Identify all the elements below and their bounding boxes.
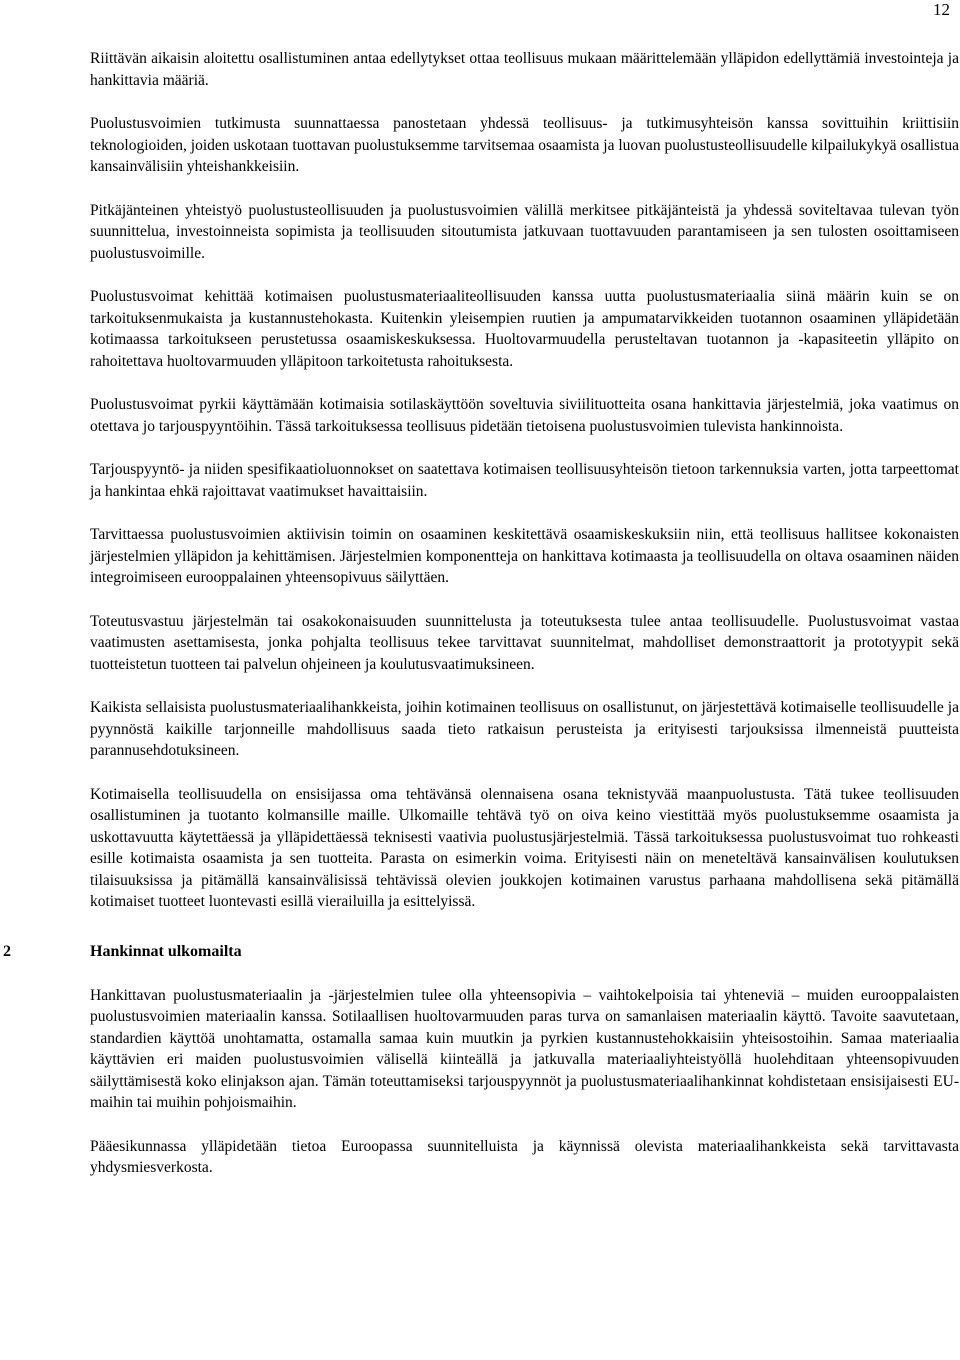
paragraph: Pitkäjänteinen yhteistyö puolustusteollisuuden ja puolustusvoimien välillä merkitsee pitkäjänteistä ja yhdessä soviteltavaa tulevan työn suunnittelua, investoinneista sopimista ja teollisuuden sitoutumista jatkuvaan tuottavuuden parantamiseen ja sen tulosten osoittamiseen puolustusvoimille.	[90, 201, 959, 262]
paragraph: Hankittavan puolustusmateriaalin ja -järjestelmien tulee olla yhteensopivia – vaihtokelpoisia tai yhteneviä – muiden eurooppalaisten puolustusvoimien materiaalin kanssa. Sotilaallisen huoltovarmuuden paras turva on samanlaisen materiaalin käyttö. Tavoite saavutetaan, standardien käyttöä unohtamatta, ostamalla samaa kuin muutkin ja pyrkien kustannustehokkaisiin yhteisostoihin. Samaa materiaalia käyttävien eri maiden puolustusvoimien välisellä kiinteällä ja jatkuvalla materiaaliyhteistyöllä huolehditaan yhteensopivuuden säilyttämisestä koko elinjakson ajan. Tämän toteuttamiseksi tarjouspyynnöt ja puolustusmateriaalihankinnat kohdistetaan ensisijaisesti EU-maihin tai muihin pohjoismaihin.	[90, 986, 959, 1111]
paragraph: Puolustusvoimien tutkimusta suunnattaessa panostetaan yhdessä teollisuus- ja tutkimusyhteisön kanssa sovittuihin kriittisiin teknologioiden, joiden uskotaan tuottavan puolustuksemme tarvitsemaa osaamista ja luovan puolustusteollisuudelle kilpailukykyä osallistua kansainvälisiin yhteishankkeisiin.	[90, 115, 959, 175]
page-number: 12	[933, 0, 950, 19]
paragraph: Puolustusvoimat kehittää kotimaisen puolustusmateriaaliteollisuuden kanssa uutta puolustusmateriaalia siinä määrin kuin se on tarkoituksenmukaista ja kustannustehokasta. Kuitenkin yleisempien ruutien ja ampumatarvikkeiden tuotannon osaaminen ylläpidetään kotimaassa tarkoitukseen perustetussa osaamiskeskuksessa. Huoltovarmuudella perusteltavan tuotannon ja -kapasiteetin ylläpito on rahoitettava huoltovarmuuden ylläpitoon tarkoitetusta rahoituksesta.	[90, 288, 959, 370]
paragraph: Toteutusvastuu järjestelmän tai osakokonaisuuden suunnittelusta ja toteutuksesta tulee antaa teollisuudelle. Puolustusvoimat vastaa vaatimusten asettamisesta, jonka pohjalta teollisuus tekee tarvittavat suunnitelmat, mahdolliset demonstraattorit ja prototyypit sekä tuotteistetun tuotteen tai palvelun ohjeineen ja koulutusvaatimuksineen.	[90, 612, 959, 673]
paragraph: Kotimaisella teollisuudella on ensisijassa oma tehtävänsä olennaisena osana teknistyvää maanpuolustusta. Tätä tukee teollisuuden osallistuminen ja tuotanto kolmansille maille. Ulkomaille tehtävä työ on oiva keino viestittää myös puolustuksemme osaamista ja uskottavuutta käytettäessä ja ylläpidettäessä teknisesti vaativia puolustusjärjestelmiä. Tässä tarkoituksessa puolustusvoimat tuo rohkeasti esille kotimaista osaamista ja sen tuotteita. Parasta on esimerkin voima. Erityisesti näin on meneteltävä kansainvälisen koulutuksen tilaisuuksissa ja pitämällä kansainvälisissä tehtävissä olevien joukkojen kotimainen varustus parhaana mahdollisena sekä pitämällä kotimaiset tuotteet luontevasti esillä vierailuilla ja esittelyissä.	[90, 785, 959, 910]
section-heading	[3, 941, 959, 963]
paragraph: Pääesikunnassa ylläpidetään tietoa Euroopassa suunnitelluista ja käynnissä olevista materiaalihankkeista sekä tarvittavasta yhdysmiesverkosta.	[90, 1137, 959, 1176]
paragraph: Tarjouspyyntö- ja niiden spesifikaatioluonnokset on saatettava kotimaisen teollisuusyhteisön tietoon tarkennuksia varten, jotta tarpeettomat ja hankintaa ehkä rajoittavat vaatimukset havaittaisiin.	[90, 461, 959, 500]
paragraph: Riittävän aikaisin aloitettu osallistuminen antaa edellytykset ottaa teollisuus mukaan määrittelemään ylläpidon edellyttämiä investointeja ja hankittavia määriä.	[90, 50, 959, 89]
section-title: Hankinnat ulkomailta	[90, 942, 242, 960]
document-body	[3, 48, 959, 1201]
paragraph: Puolustusvoimat pyrkii käyttämään kotimaisia sotilaskäyttöön soveltuvia siviilituotteita osana hankittavia järjestelmiä, joka vaatimus on otettava jo tarjouspyyntöihin. Tässä tarkoituksessa teollisuus pidetään tietoisena puolustusvoimien tulevista hankinnoista.	[90, 396, 959, 435]
section-number: 2	[3, 942, 11, 960]
paragraph: Tarvittaessa puolustusvoimien aktiivisin toimin on osaaminen keskitettävä osaamiskeskuksiin niin, että teollisuus hallitsee kokonaisten järjestelmien ylläpidon ja kehittämisen. Järjestelmien komponentteja on hankittava kotimaasta ja teollisuudella on oltava osaaminen näiden integroimiseen eurooppalainen yhteensopivuus säilyttäen.	[90, 526, 959, 586]
paragraph: Kaikista sellaisista puolustusmateriaalihankkeista, joihin kotimainen teollisuus on osallistunut, on järjestettävä kotimaiselle teollisuudelle ja pyynnöstä kaikille tarjonneille mahdollisuus saada tieto ratkaisun perusteista ja erityisesti tarjouksissa ilmenneistä puutteista parannusehdotuksineen.	[90, 699, 959, 759]
